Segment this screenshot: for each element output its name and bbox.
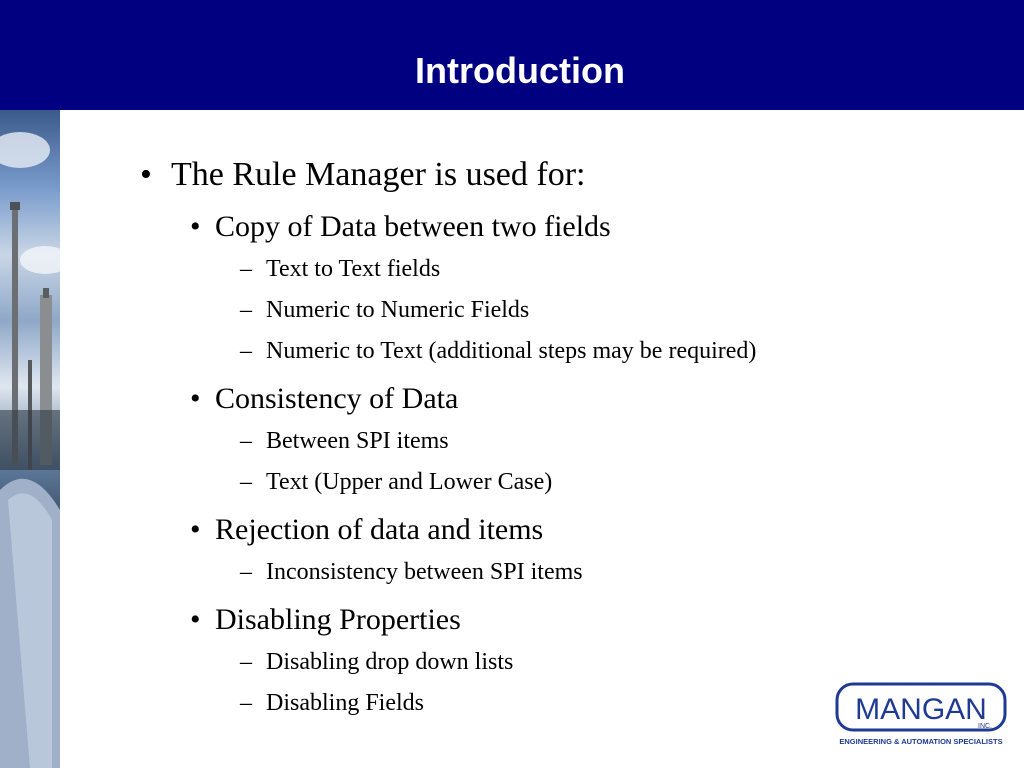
- dash-marker: –: [240, 297, 252, 323]
- bullet-text: Numeric to Numeric Fields: [266, 297, 530, 323]
- logo-inc: INC.: [978, 723, 992, 730]
- bullet-text: Copy of Data between two fields: [215, 210, 611, 243]
- slide-title: Introduction: [415, 50, 625, 91]
- bullet-marker: •: [140, 156, 152, 193]
- dash-marker: –: [240, 690, 252, 716]
- bullet-text: The Rule Manager is used for:: [171, 156, 586, 193]
- bullet-text: Disabling drop down lists: [266, 649, 514, 675]
- bullet-marker: •: [190, 210, 201, 243]
- logo-tagline: ENGINEERING & AUTOMATION SPECIALISTS: [839, 737, 1003, 746]
- mangan-logo: [834, 682, 1012, 748]
- bullet-marker: •: [190, 513, 201, 546]
- bullet-text: Rejection of data and items: [215, 513, 544, 546]
- bullet-marker: •: [190, 603, 201, 636]
- bullet-text: Text to Text fields: [266, 256, 441, 282]
- side-photo-strip: [0, 110, 60, 768]
- dash-marker: –: [240, 649, 252, 675]
- bullet-text: Numeric to Text (additional steps may be required): [266, 338, 757, 364]
- dash-marker: –: [240, 338, 252, 364]
- bullet-text: Consistency of Data: [215, 382, 459, 415]
- refinery-image: [0, 110, 60, 768]
- bullet-text: Between SPI items: [266, 428, 449, 454]
- dash-marker: –: [240, 559, 252, 585]
- logo-wordmark: MANGAN: [855, 693, 987, 726]
- bullet-text: Disabling Fields: [266, 690, 425, 716]
- bullet-text: Inconsistency between SPI items: [266, 559, 583, 585]
- bullet-marker: •: [190, 382, 201, 415]
- bullet-text: Text (Upper and Lower Case): [266, 469, 553, 495]
- bullet-text: Disabling Properties: [215, 603, 461, 636]
- dash-marker: –: [240, 256, 252, 282]
- dash-marker: –: [240, 469, 252, 495]
- dash-marker: –: [240, 428, 252, 454]
